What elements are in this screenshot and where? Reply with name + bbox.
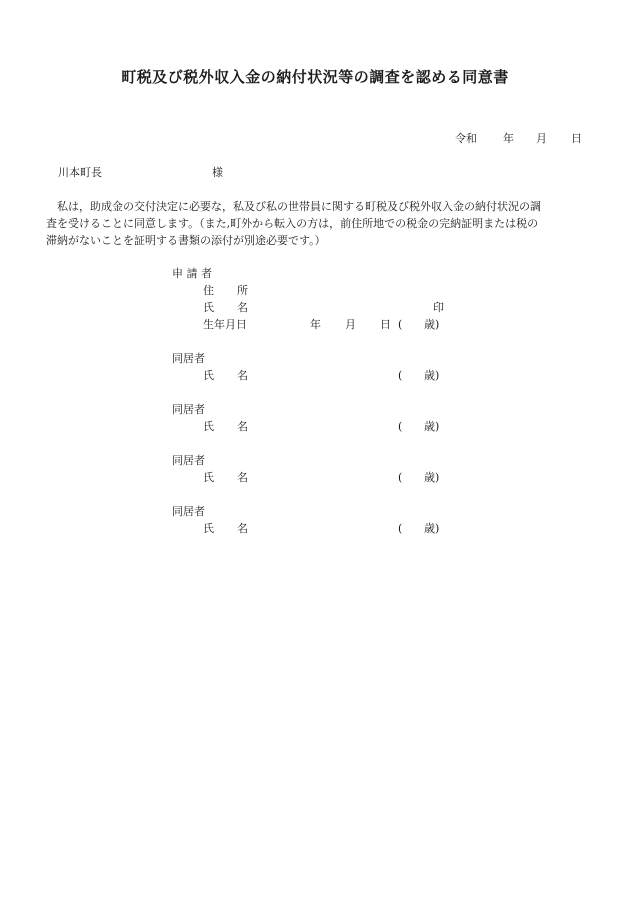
name-label-1: 氏 — [203, 301, 214, 314]
cohabitant-label: 同居者 — [172, 454, 205, 467]
age-label: 歳) — [424, 318, 440, 331]
cohabitant-name-label-1: 氏 — [203, 522, 214, 535]
cohabitant-age-label: 歳) — [424, 522, 440, 535]
addressee-name: 川本町長 — [58, 166, 102, 179]
cohabitant-name-label-2: 名 — [237, 369, 248, 382]
cohabitant-label: 同居者 — [172, 352, 205, 365]
birth-month-label: 月 — [345, 318, 356, 331]
address-label-1: 住 — [203, 284, 214, 297]
cohabitant-name-label-2: 名 — [237, 471, 248, 484]
cohabitant-age-paren-open: ( — [398, 471, 403, 484]
date-era: 令和 — [455, 132, 477, 145]
cohabitant-age-label: 歳) — [424, 420, 440, 433]
cohabitant-age-paren-open: ( — [398, 369, 403, 382]
consent-line-2: 査を受けることに同意します。（また,町外から転入の方は，前住所地での税金の完納証明または税の — [46, 217, 539, 230]
cohabitant-age-paren-open: ( — [398, 420, 403, 433]
consent-line-3: 滞納がないことを証明する書類の添付が別途必要です。） — [46, 234, 326, 247]
cohabitant-label: 同居者 — [172, 403, 205, 416]
applicant-label: 申 請 者 — [172, 267, 212, 280]
seal-mark: 印 — [433, 301, 444, 314]
cohabitant-name-label-1: 氏 — [203, 420, 214, 433]
cohabitant-name-label-1: 氏 — [203, 471, 214, 484]
name-label-2: 名 — [237, 301, 248, 314]
cohabitant-age-label: 歳) — [424, 369, 440, 382]
cohabitant-name-label-1: 氏 — [203, 369, 214, 382]
date-year-label: 年 — [503, 132, 514, 145]
age-paren-open: ( — [398, 318, 403, 331]
address-label-2: 所 — [237, 284, 248, 297]
consent-line-1: 私は，助成金の交付決定に必要な，私及び私の世帯員に関する町税及び税外収入金の納付状況の調 — [46, 200, 541, 213]
cohabitant-age-label: 歳) — [424, 471, 440, 484]
document-title: 町税及び税外収入金の納付状況等の調査を認める同意書 — [121, 68, 509, 86]
cohabitant-age-paren-open: ( — [398, 522, 403, 535]
birthdate-label: 生年月日 — [203, 318, 247, 331]
birth-day-label: 日 — [380, 318, 391, 331]
date-day-label: 日 — [571, 132, 582, 145]
cohabitant-label: 同居者 — [172, 505, 205, 518]
date-month-label: 月 — [536, 132, 547, 145]
birth-year-label: 年 — [310, 318, 321, 331]
cohabitant-name-label-2: 名 — [237, 522, 248, 535]
consent-paragraph — [46, 198, 586, 249]
addressee-honorific: 様 — [212, 166, 223, 179]
cohabitant-name-label-2: 名 — [237, 420, 248, 433]
